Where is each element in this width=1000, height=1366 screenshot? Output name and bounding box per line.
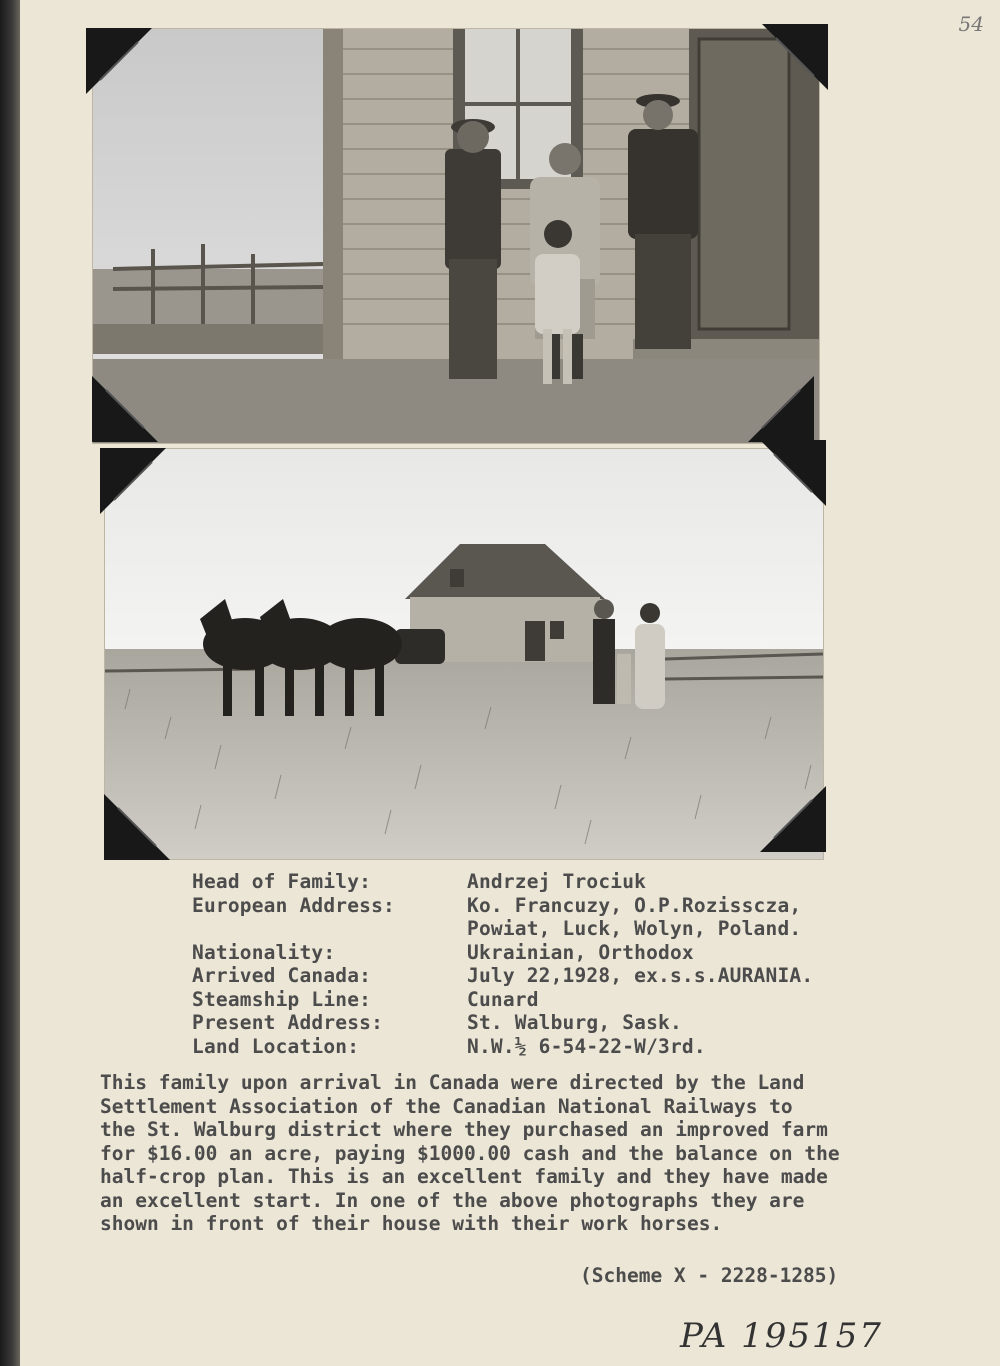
family-portrait-photo [92, 28, 820, 444]
paragraph-line: the St. Walburg district where they purchased an improved farm [100, 1118, 828, 1141]
album-page [20, 0, 1000, 1366]
field-value [467, 941, 694, 965]
paragraph-line: half-crop plan. This is an excellent family and they have made [100, 1165, 828, 1188]
paragraph-line: Settlement Association of the Canadian National Railways to [100, 1094, 793, 1118]
field-value-line: July 22,1928, ex.s.s.AURANIA. [467, 964, 814, 987]
paragraph-line: This family upon arrival in Canada were directed by the Land [100, 1071, 805, 1094]
record-fields [192, 870, 813, 1058]
field-steamship-line [192, 988, 813, 1012]
photo-corner-bottom-right [760, 786, 826, 852]
field-value [467, 870, 646, 894]
field-arrived-canada [192, 964, 813, 988]
field-value-line: St. Walburg, Sask. [467, 1011, 682, 1034]
field-label: Land Location: [192, 1034, 360, 1058]
field-head-of-family [192, 870, 813, 894]
field-value [467, 1011, 682, 1035]
photo-corner-bottom-left [104, 794, 170, 860]
field-label: Steamship Line: [192, 987, 372, 1011]
field-value [467, 988, 539, 1012]
field-label: European Address: [192, 893, 395, 917]
photo-corner-top-right [762, 24, 828, 90]
paragraph-line: an excellent start. In one of the above photographs they are [100, 1188, 805, 1212]
description-paragraph [100, 1071, 930, 1236]
photo-corner-mid-left-upper [92, 376, 158, 442]
field-value [467, 964, 813, 988]
field-european-address [192, 894, 813, 941]
field-present-address [192, 1011, 813, 1035]
photo-corner-mid-left-lower [100, 448, 166, 514]
field-value-line: Ko. Francuzy, O.P.Rozisscza, [467, 893, 802, 917]
field-label: Arrived Canada: [192, 964, 372, 987]
field-value [467, 894, 801, 941]
field-land-location [192, 1035, 813, 1059]
field-nationality [192, 941, 813, 965]
field-label: Head of Family: [192, 870, 372, 893]
photo-corner-top-left [86, 28, 152, 94]
field-value-line: Andrzej Trociuk [467, 870, 647, 893]
field-label: Present Address: [192, 1011, 384, 1034]
paragraph-line: for $16.00 an acre, paying $1000.00 cash and the balance on the [100, 1141, 840, 1165]
photo-corner-mid-right-lower [760, 440, 826, 506]
field-value [467, 1035, 706, 1059]
field-value-line: Ukrainian, Orthodox [467, 940, 694, 964]
field-label: Nationality: [192, 940, 336, 964]
photo-corner-mid-right-upper [748, 376, 814, 442]
field-value-line: Cunard [467, 987, 539, 1011]
field-value-line: Powiat, Luck, Wolyn, Poland. [467, 917, 802, 940]
paragraph-line: shown in front of their house with their work horses. [100, 1212, 723, 1235]
page-number: 54 [958, 12, 984, 36]
field-value-line: N.W.½ 6-54-22-W/3rd. [467, 1034, 706, 1058]
archive-number: PA 195157 [680, 1316, 883, 1356]
scheme-reference: (Scheme X - 2228-1285) [580, 1264, 839, 1287]
album-binding [0, 0, 20, 1366]
farm-horses-photo [104, 448, 824, 860]
